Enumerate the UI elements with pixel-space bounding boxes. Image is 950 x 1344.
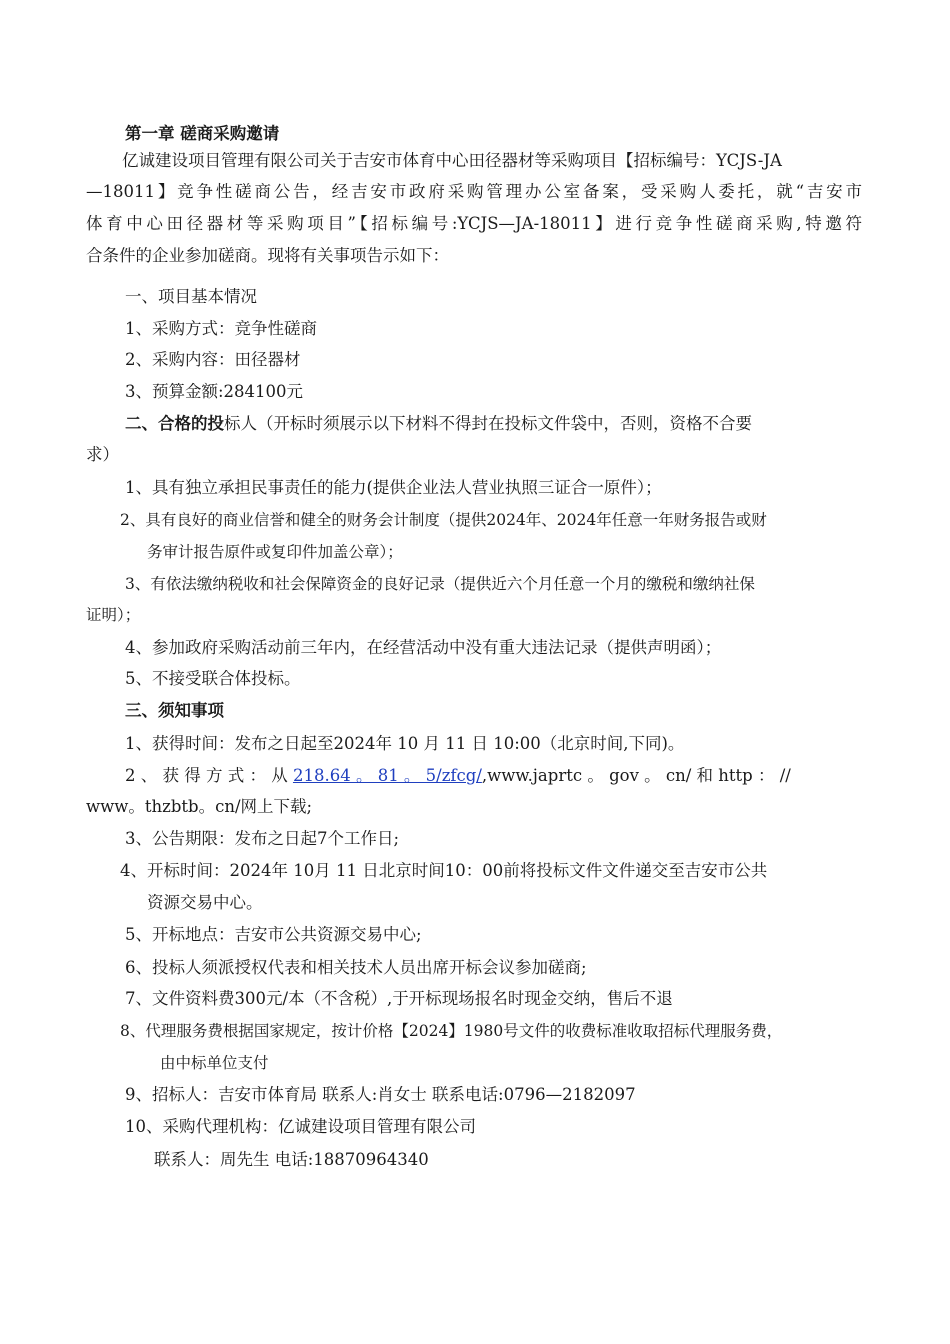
intro-line-4: 合条件的企业参加磋商。现将有关事项告示如下：: [86, 246, 449, 265]
section-3-item-10: 10、采购代理机构：亿诚建设项目管理有限公司: [125, 1117, 476, 1136]
section-1-title: 一、项目基本情况: [125, 287, 257, 306]
section-2-item-2-line-2: 务审计报告原件或复印件加盖公章）；: [147, 543, 403, 561]
intro-line-1: 亿诚建设项目管理有限公司关于吉安市体育中心田径器材等采购项目【招标编号：YCJS-JA: [122, 151, 782, 170]
section-3-item-1: 1、获得时间：发布之日起至2024年 10 月 11 日 10:00（北京时间,下同)。: [125, 734, 685, 753]
section-3-item-2-line-2: www。thzbtb。cn/网上下载;: [86, 797, 313, 816]
section-2-title-bold: 二、合格的投: [125, 414, 224, 433]
intro-line-3: 体育中心田径器材等采购项目”【招标编号:YCJS—JA-18011】进行竞争性磋商采购,特邀符: [86, 214, 862, 233]
section-3-title: 三、须知事项: [125, 701, 224, 720]
intro-line-2: —18011】竞争性磋商公告，经吉安市政府采购管理办公室备案，受采购人委托，就“吉安市: [86, 182, 862, 201]
section-3-item-8-line-2: 由中标单位支付: [160, 1054, 269, 1072]
section-2-title: [125, 412, 752, 436]
section-1-item-3: 3、预算金额:284100元: [125, 382, 304, 401]
section-2-item-3-line-2: 证明）；: [86, 606, 141, 624]
section-3-item-2-suffix: ,www.japrtc 。 gov 。 cn/ 和 http ： //: [481, 766, 791, 785]
section-3-item-2: [125, 764, 791, 788]
section-3-item-7: 7、文件资料费300元/本（不含税）,于开标现场报名时现金交纳，售后不退: [125, 989, 673, 1008]
section-2-title-line-2: 求）: [86, 445, 119, 464]
section-1-item-1: 1、采购方式：竞争性磋商: [125, 319, 317, 338]
section-3-item-4-line-2: 资源交易中心。: [147, 893, 263, 912]
section-2-item-2: 2、具有良好的商业信誉和健全的财务会计制度（提供2024年、2024年任意一年财务报告或财: [120, 511, 767, 529]
section-3-item-9: 9、招标人：吉安市体育局 联系人:肖女士 联系电话:0796—2182097: [125, 1085, 636, 1104]
section-3-item-8: 8、代理服务费根据国家规定，按计价格【2024】1980号文件的收费标准收取招标代理服务费，: [120, 1022, 783, 1040]
section-3-item-10-contact: 联系人：周先生 电话:18870964340: [154, 1150, 429, 1169]
section-3-item-3: 3、公告期限：发布之日起7个工作日;: [125, 829, 400, 848]
chapter-title: 第一章 磋商采购邀请: [125, 124, 280, 143]
section-3-item-5: 5、开标地点：吉安市公共资源交易中心;: [125, 925, 422, 944]
section-3-item-4: 4、开标时间：2024年 10月 11 日北京时间10：00前将投标文件文件递交至吉安市公共: [120, 861, 768, 880]
section-1-item-2: 2、采购内容：田径器材: [125, 350, 301, 369]
section-2-item-4: 4、参加政府采购活动前三年内，在经营活动中没有重大违法记录（提供声明函）；: [125, 638, 722, 657]
section-2-title-rest: 标人（开标时须展示以下材料不得封在投标文件袋中，否则，资格不合要: [224, 414, 752, 433]
section-2-item-1: 1、具有独立承担民事责任的能力(提供企业法人营业执照三证合一原件）；: [125, 478, 662, 497]
section-3-item-2-prefix: 2 、 获 得 方 式 ： 从: [125, 766, 293, 785]
section-3-item-6: 6、投标人须派授权代表和相关技术人员出席开标会议参加磋商;: [125, 958, 587, 977]
section-2-item-3: 3、有依法缴纳税收和社会保障资金的良好记录（提供近六个月任意一个月的缴税和缴纳社保: [125, 575, 755, 593]
section-2-item-5: 5、不接受联合体投标。: [125, 669, 301, 688]
download-link[interactable]: 218.64 。 81 。 5/zfcg/: [292, 766, 482, 785]
